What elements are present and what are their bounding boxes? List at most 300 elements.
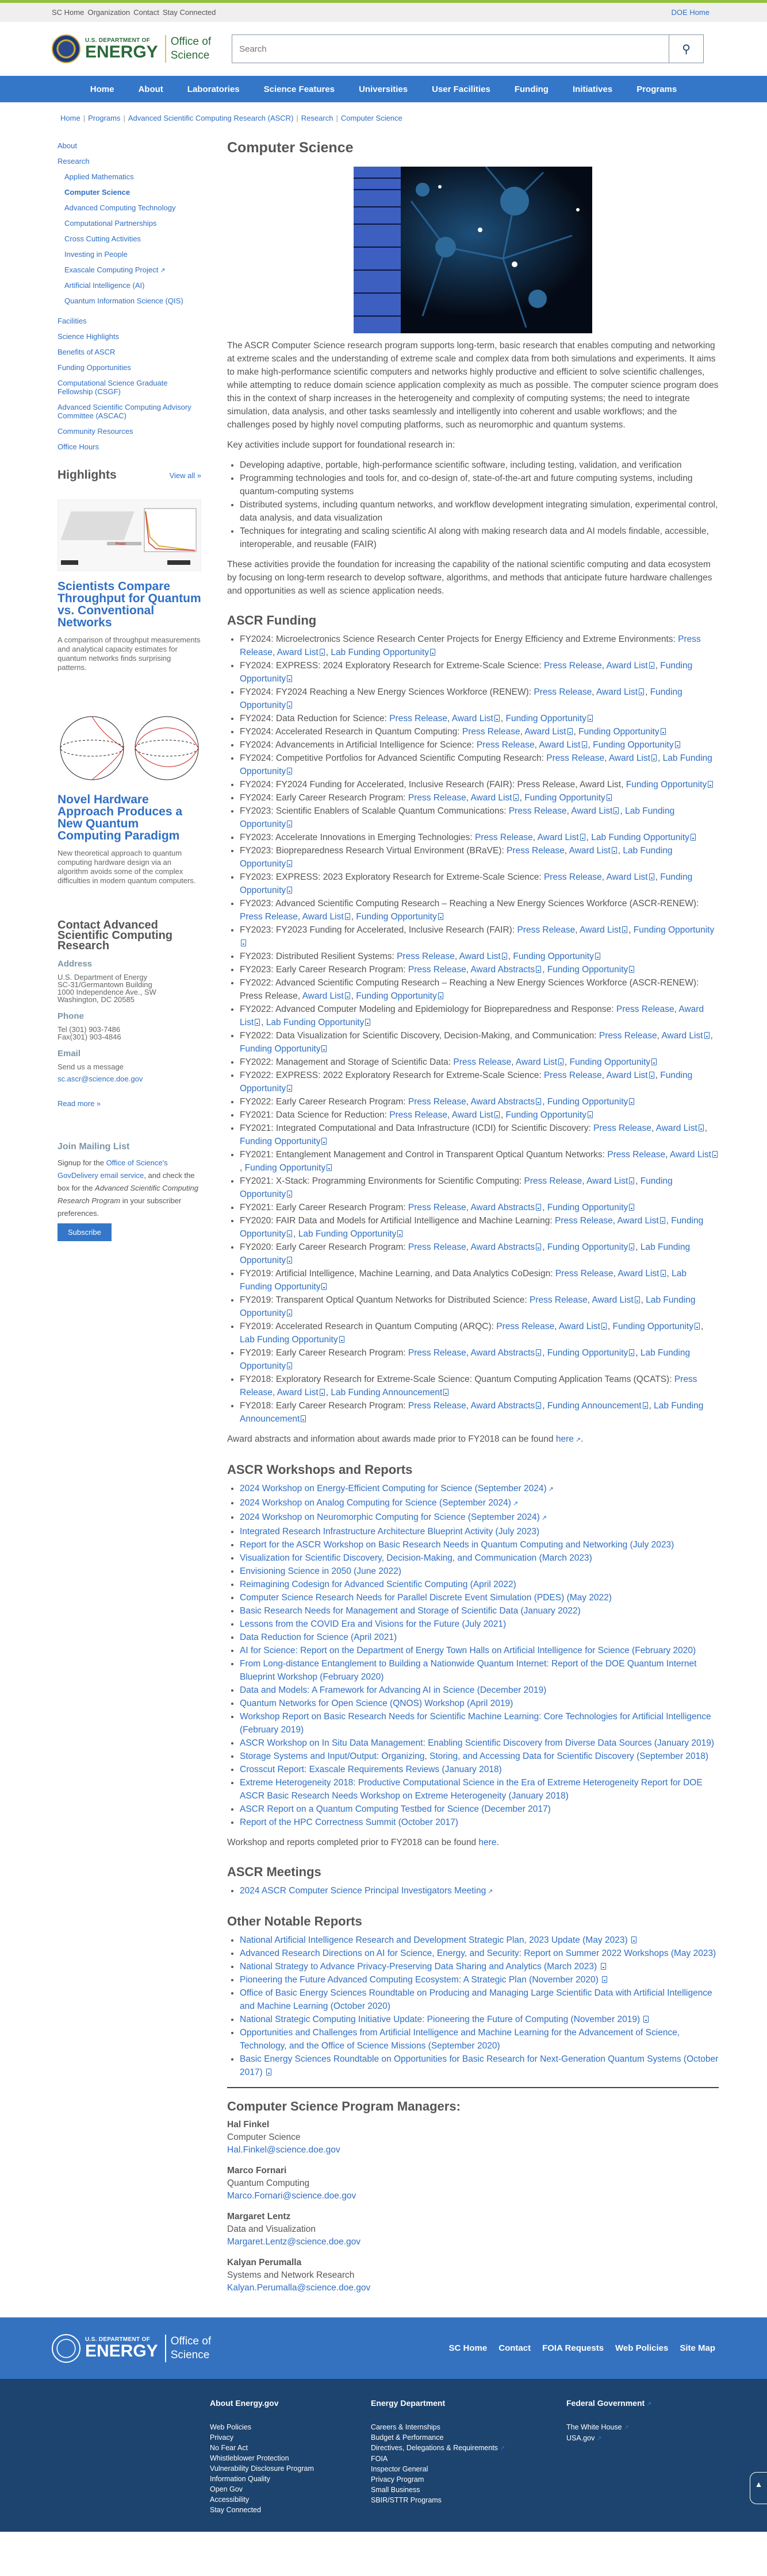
funding-link-press-release[interactable]: Press Release: [546, 753, 605, 763]
report-item-link[interactable]: Basic Energy Sciences Roundtable on Opportunities for Basic Research for Next-Generation Quantum Systems (October 2017): [240, 2054, 719, 2077]
footer-link[interactable]: The White House ↗: [566, 2423, 629, 2431]
funding-link-funding-opportunity[interactable]: Funding Opportunity: [524, 793, 605, 803]
workshop-item: [240, 1684, 719, 1697]
funding-link-press-release[interactable]: Press Release: [475, 833, 533, 842]
funding-link-press-release[interactable]: Press Release: [508, 806, 567, 816]
funding-link-funding-opportunity[interactable]: Funding Opportunity: [505, 714, 586, 723]
funding-link-funding-opportunity[interactable]: Funding Opportunity: [612, 1322, 693, 1331]
manager-email[interactable]: Marco.Fornari@science.doe.gov: [227, 2191, 356, 2201]
funding-link-award-list[interactable]: Award List: [606, 1071, 648, 1080]
funding-link-press-release[interactable]: Press Release: [517, 925, 576, 935]
sidebar-item[interactable]: Office Hours: [57, 442, 99, 451]
workshop-item-link[interactable]: AI for Science: Report on the Department of Energy Town Halls on Artificial Intelligence for Science (February 2020): [240, 1646, 696, 1655]
pdf-icon: [651, 754, 657, 761]
funding-link-award-list[interactable]: Award List: [277, 648, 319, 657]
funding-link-press-release[interactable]: Press Release: [408, 1242, 466, 1252]
utility-link[interactable]: SC Home: [52, 8, 85, 17]
funding-link-funding-opportunity[interactable]: Funding Opportunity: [505, 1110, 586, 1120]
workshop-item-link[interactable]: Data and Models: A Framework for Advancing AI in Science (December 2019): [240, 1685, 547, 1695]
funding-link-funding-opportunity[interactable]: Funding Opportunity: [569, 1057, 651, 1067]
funding-note-text: Award abstracts and information about awards made prior to FY2018 can be found: [227, 1434, 556, 1444]
workshop-item-link[interactable]: Report for the ASCR Workshop on Basic Research Needs in Quantum Computing and Networking (July 2023): [240, 1540, 674, 1550]
funding-link-funding-opportunity[interactable]: Funding Opportunity: [240, 872, 693, 895]
funding-link-award-list[interactable]: Award List: [558, 1322, 600, 1331]
pdf-icon: [607, 794, 612, 801]
subscribe-button[interactable]: Subscribe: [57, 1223, 112, 1241]
workshop-item: [240, 1551, 719, 1565]
workshop-item-link[interactable]: Workshop Report on Basic Research Needs for Scientific Machine Learning: Core Technologies for Artificial Intelligence (February 2019): [240, 1712, 711, 1735]
funding-link-lab-funding-opportunity[interactable]: Lab Funding Opportunity: [240, 846, 673, 869]
funding-link-funding-opportunity[interactable]: Funding Opportunity: [626, 780, 707, 790]
footer-link[interactable]: Stay Connected: [210, 2506, 261, 2514]
funding-item: • FY2023: Scientific Enablers of Scalable Quantum Communications: Press Release, Award List , Lab Funding Opportunity: [240, 804, 719, 831]
workshop-item-link[interactable]: ASCR Workshop on In Situ Data Management: Enabling Scientific Discovery from Diverse Data Sources (January 2019): [240, 1738, 715, 1748]
funding-link-funding-opportunity[interactable]: Funding Opportunity: [547, 1242, 628, 1252]
funding-link-award-list[interactable]: Award List: [655, 1123, 697, 1133]
breadcrumb-item[interactable]: Programs: [88, 114, 121, 122]
workshop-item-link[interactable]: Basic Research Needs for Management and Storage of Scientific Data (January 2022): [240, 1606, 581, 1616]
external-link-icon: ↗: [646, 2401, 652, 2408]
footer-link[interactable]: Directives, Delegations & Requirements ↗: [371, 2444, 505, 2452]
highlight-title[interactable]: Scientists Compare Throughput for Quantum vs. Conventional Networks: [57, 580, 201, 629]
footer-link[interactable]: Open Gov: [210, 2485, 243, 2493]
funding-title: FY2024: FY2024 Funding for Accelerated, Inclusive Research (FAIR):: [240, 780, 517, 790]
funding-link-award-list[interactable]: Award List: [302, 991, 344, 1001]
funding-link-award-abstracts[interactable]: Award Abstracts: [470, 1348, 535, 1358]
doe-home-link[interactable]: DOE Home: [671, 8, 710, 17]
funding-link-lab-funding-opportunity[interactable]: Lab Funding Opportunity: [240, 753, 712, 776]
funding-link-funding-opportunity[interactable]: Funding Opportunity: [593, 740, 674, 750]
report-item-link[interactable]: Office of Basic Energy Sciences Roundtable on Producing and Managing Large Scientific Data with Artificial Intelligence and Machine Learning (October 2020): [240, 1988, 712, 2011]
funding-link-lab-funding-opportunity[interactable]: Lab Funding Opportunity: [298, 1229, 397, 1239]
utility-link[interactable]: Stay Connected: [162, 8, 216, 17]
funding-link-award-list[interactable]: Award List: [592, 1295, 634, 1305]
funding-link-press-release[interactable]: Press Release: [554, 1216, 613, 1226]
nav-item-home[interactable]: Home: [90, 84, 114, 94]
workshop-item: [240, 1604, 719, 1618]
search-box: [232, 34, 704, 63]
workshop-item-link[interactable]: 2024 Workshop on Neuromorphic Computing for Science (September 2024): [240, 1512, 540, 1522]
workshop-item-link[interactable]: From Long-distance Entanglement to Building a Nationwide Quantum Internet: Report of the DOE Quantum Internet Blueprint Workshop (February 2020): [240, 1659, 697, 1682]
footer-link[interactable]: USA.gov ↗: [566, 2434, 602, 2442]
funding-link-funding-opportunity[interactable]: Funding Opportunity: [240, 687, 682, 710]
breadcrumb-item[interactable]: Research: [301, 114, 333, 122]
footer-link[interactable]: Vulnerability Disclosure Program: [210, 2465, 314, 2473]
footer-link[interactable]: FOIA: [371, 2455, 388, 2463]
manager-email[interactable]: Kalyan.Perumalla@science.doe.gov: [227, 2283, 371, 2293]
funding-archive-link[interactable]: here: [555, 1434, 574, 1444]
search-input[interactable]: [232, 35, 669, 63]
pdf-icon: [582, 741, 587, 748]
funding-link-lab-funding-announcement[interactable]: Lab Funding Announcement: [331, 1388, 443, 1397]
funding-link-press-release[interactable]: Press Release: [462, 727, 520, 737]
funding-link-award-list[interactable]: Award List: [451, 714, 493, 723]
workshop-item-link[interactable]: Envisioning Science in 2050 (June 2022): [240, 1566, 401, 1576]
funding-link-funding-opportunity[interactable]: Funding Opportunity: [240, 1216, 704, 1239]
pdf-icon: [536, 1243, 541, 1250]
funding-link-press-release[interactable]: Press Release: [555, 1269, 613, 1279]
footer-link[interactable]: Information Quality: [210, 2475, 270, 2483]
report-item-link[interactable]: National Artificial Intelligence Research and Development Strategic Plan, 2023 Update (May 2023): [240, 1935, 628, 1945]
workshop-item-link[interactable]: Lessons from the COVID Era and Visions for the Future (July 2021): [240, 1619, 507, 1629]
funding-item: • FY2019: Transparent Optical Quantum Networks for Distributed Science: Press Release, Award List , Lab Funding Opportunity: [240, 1293, 719, 1320]
funding-item: • FY2021: Data Science for Reduction: Press Release, Award List , Funding Opportunity: [240, 1108, 719, 1122]
workshop-item-link[interactable]: 2024 Workshop on Analog Computing for Science (September 2024): [240, 1498, 511, 1508]
funding-item: • FY2021: Integrated Computational and Data Infrastructure (ICDI) for Scientific Discovery: Press Release, Award List , Funding Opportunity: [240, 1122, 719, 1148]
pdf-icon: [629, 1098, 634, 1105]
breadcrumb-item[interactable]: Computer Science: [340, 114, 402, 122]
utility-link[interactable]: Contact: [133, 8, 159, 17]
funding-link-lab-funding-opportunity[interactable]: Lab Funding Opportunity: [266, 1018, 365, 1027]
mailing-program-name: Advanced Scientific Computing Research Program: [57, 1184, 198, 1205]
back-to-top-button[interactable]: ▲: [750, 2472, 767, 2504]
sidebar-item[interactable]: Research: [57, 157, 90, 165]
funding-item: • FY2023: Accelerate Innovations in Emerging Technologies: Press Release, Award List , Lab Funding Opportunity: [240, 831, 719, 844]
funding-link-award-list[interactable]: Award List: [586, 1176, 628, 1186]
funding-link-press-release[interactable]: Press Release: [389, 714, 447, 723]
funding-link-award-abstracts[interactable]: Award Abstracts: [470, 1242, 535, 1252]
funding-link-funding-opportunity[interactable]: Funding Opportunity: [547, 1097, 628, 1107]
funding-link-funding-opportunity[interactable]: Funding Opportunity: [633, 925, 715, 935]
breadcrumb-item[interactable]: Advanced Scientific Computing Research (ASCR): [128, 114, 294, 122]
footer-column-title[interactable]: Federal Government ↗: [566, 2398, 652, 2408]
funding-link-funding-opportunity[interactable]: Funding Opportunity: [240, 1137, 321, 1146]
workshop-item-link[interactable]: Visualization for Scientific Discovery, Decision-Making, and Communication (March 2023): [240, 1553, 592, 1563]
funding-item: • FY2023: Advanced Scientific Computing Research – Reaching a New Energy Sciences Workforce (ASCR-RENEW): Press Release, Award List , Funding Opportunity: [240, 897, 719, 923]
funding-link-award-list[interactable]: Award List: [451, 1110, 493, 1120]
pdf-icon: [629, 1243, 634, 1250]
sidebar-item[interactable]: Computer Science: [64, 188, 131, 197]
sidebar-item[interactable]: Quantum Information Science (QIS): [64, 297, 183, 305]
pdf-icon: [345, 913, 350, 920]
funding-item: • FY2021: X-Stack: Programming Environments for Scientific Computing: Press Release, Award List , Funding Opportunity: [240, 1175, 719, 1201]
funding-link-funding-opportunity[interactable]: Funding Opportunity: [244, 1163, 326, 1173]
sidebar-item[interactable]: Community Resources: [57, 427, 133, 436]
funding-link-press-release[interactable]: Press Release: [408, 1097, 466, 1107]
footer-link[interactable]: No Fear Act: [210, 2444, 248, 2452]
funding-link-press-release[interactable]: Press Release: [408, 1203, 466, 1212]
funding-link-press-release[interactable]: Press Release: [453, 1057, 512, 1067]
funding-link-lab-funding-opportunity[interactable]: Lab Funding Opportunity: [240, 1269, 687, 1292]
sidebar-item[interactable]: Exascale Computing Project ↗: [64, 265, 166, 274]
footer-link[interactable]: Careers & Internships: [371, 2423, 440, 2431]
funding-link-press-release[interactable]: Press Release: [529, 1295, 588, 1305]
funding-link-press-release[interactable]: Press Release: [507, 846, 565, 856]
funding-title: FY2022: Data Visualization for Scientific Discovery, Decision-Making, and Communication:: [240, 1031, 599, 1041]
sidebar-item[interactable]: Artificial Intelligence (AI): [64, 281, 145, 290]
funding-item: • FY2020: Early Career Research Program: Press Release, Award Abstracts , Funding Opportunity , Lab Funding Opportunity: [240, 1241, 719, 1267]
footer-link[interactable]: Privacy Program: [371, 2475, 424, 2483]
nav-item-funding[interactable]: Funding: [514, 84, 549, 94]
funding-link-award-abstracts[interactable]: Award Abstracts: [470, 1097, 535, 1107]
footer-link[interactable]: Inspector General: [371, 2465, 428, 2473]
report-item-link[interactable]: National Strategy to Advance Privacy-Preserving Data Sharing and Analytics (March 2023): [240, 1962, 597, 1972]
report-item-link[interactable]: Advanced Research Directions on AI for Science, Energy, and Security: Report on Summer 2022 Workshops (May 2023): [240, 1949, 716, 1958]
footer-link[interactable]: SC Home: [448, 2343, 488, 2353]
workshop-item-link[interactable]: ASCR Report on a Quantum Computing Testbed for Science (December 2017): [240, 1804, 551, 1814]
manager-name: Kalyan Perumalla: [227, 2258, 302, 2267]
funding-link-funding-opportunity[interactable]: Funding Opportunity: [356, 912, 437, 922]
funding-link-lab-funding-opportunity[interactable]: Lab Funding Opportunity: [240, 1335, 338, 1345]
sidebar-item[interactable]: Computational Science Graduate Fellowship (CSGF): [57, 379, 168, 396]
workshop-item: [240, 1565, 719, 1578]
funding-link-award-list[interactable]: Award List: [571, 806, 613, 816]
highlight-card[interactable]: [57, 707, 201, 885]
workshops-archive-link[interactable]: here: [478, 1838, 497, 1847]
funding-link-press-release[interactable]: Press Release: [389, 1110, 447, 1120]
funding-link-funding-announcement[interactable]: Funding Announcement: [547, 1401, 642, 1411]
email-link[interactable]: sc.ascr@science.doe.gov: [57, 1075, 143, 1083]
workshops-heading: ASCR Workshops and Reports: [227, 1462, 413, 1477]
workshop-item-link[interactable]: Report of the HPC Correctness Summit (October 2017): [240, 1818, 458, 1827]
funding-link-award-list[interactable]: Award List: [669, 1150, 711, 1160]
funding-link-funding-opportunity[interactable]: Funding Opportunity: [547, 965, 628, 975]
workshop-item-link[interactable]: Data Reduction for Science (April 2021): [240, 1632, 397, 1642]
funding-item: • FY2023: Early Career Research Program: Press Release, Award Abstracts , Funding Opportunity: [240, 963, 719, 976]
footer-link[interactable]: Web Policies: [210, 2423, 252, 2431]
manager-name: Marco Fornari: [227, 2166, 287, 2175]
funding-link-award-list[interactable]: Award List: [580, 925, 622, 935]
office-of-science-logo[interactable]: [52, 34, 211, 63]
report-item-link[interactable]: National Strategic Computing Initiative Update: Pioneering the Future of Computing (November 2019): [240, 2015, 641, 2024]
report-item-link[interactable]: Pioneering the Future Advanced Computing Ecosystem: A Strategic Plan (November 2020): [240, 1975, 599, 1985]
footer-links: [449, 2343, 715, 2353]
funding-link-award-list[interactable]: Award List: [596, 687, 638, 697]
funding-link-funding-opportunity[interactable]: Funding Opportunity: [547, 1348, 628, 1358]
funding-link-press-release[interactable]: Press Release: [240, 1374, 697, 1397]
funding-item: • FY2024: Data Reduction for Science: Press Release, Award List , Funding Opportunity: [240, 712, 719, 725]
funding-link-funding-opportunity[interactable]: Funding Opportunity: [513, 952, 594, 961]
meeting-item-link[interactable]: 2024 ASCR Computer Science Principal Investigators Meeting: [240, 1886, 486, 1896]
funding-link-press-release[interactable]: Press Release: [607, 1150, 666, 1160]
funding-link-press-release[interactable]: Press Release: [476, 740, 535, 750]
funding-link-award-list[interactable]: Award List: [606, 661, 648, 671]
pdf-icon: [695, 1323, 700, 1330]
nav-item-initiatives[interactable]: Initiatives: [572, 84, 613, 94]
highlight-card[interactable]: [57, 482, 201, 672]
footer-link[interactable]: Small Business: [371, 2486, 420, 2494]
funding-link-press-release[interactable]: Press Release: [543, 872, 602, 882]
funding-link-lab-funding-opportunity[interactable]: Lab Funding Opportunity: [591, 833, 689, 842]
funding-link-lab-funding-announcement[interactable]: Lab Funding Announcement: [240, 1401, 704, 1424]
funding-link-award-list[interactable]: Award List: [524, 727, 566, 737]
funding-link-press-release[interactable]: Press Release: [593, 1123, 651, 1133]
contact-block: [57, 920, 201, 1107]
footer-column-title: About Energy.gov: [210, 2398, 279, 2408]
pdf-icon: [365, 1019, 370, 1026]
footer-link[interactable]: Budget & Performance: [371, 2433, 444, 2442]
funding-link-award-list[interactable]: Award List: [459, 952, 501, 961]
sidebar-item[interactable]: Computational Partnerships: [64, 219, 157, 228]
sidebar-item[interactable]: Advanced Computing Technology: [64, 203, 176, 212]
sidebar-item[interactable]: Advanced Scientific Computing Advisory Committee (ASCAC): [57, 403, 191, 420]
view-all-link[interactable]: View all »: [169, 471, 201, 480]
pdf-icon: [287, 768, 292, 775]
workshop-item-link[interactable]: 2024 Workshop on Energy-Efficient Computing for Science (September 2024): [240, 1484, 547, 1493]
funding-link-press-release[interactable]: Press Release: [408, 965, 466, 975]
breadcrumb-item[interactable]: Home: [60, 114, 80, 122]
funding-plain-text: Award List: [580, 780, 622, 790]
workshop-item-link[interactable]: Extreme Heterogeneity 2018: Productive Computational Science in the Era of Extreme Heterogeneity Report for DOE ASCR Basic Research Needs Workshop on Extreme Heterogeneity (January 2018): [240, 1778, 703, 1801]
address-label: Address: [57, 959, 93, 969]
footer-link[interactable]: Accessibility: [210, 2496, 250, 2504]
funding-title: FY2021: Data Science for Reduction:: [240, 1110, 390, 1120]
funding-title: FY2024: Competitive Portfolios for Advanced Scientific Computing Research:: [240, 753, 547, 763]
funding-link-award-list[interactable]: Award List: [608, 753, 650, 763]
footer-link[interactable]: SBIR/STTR Programs: [371, 2496, 442, 2504]
footer-link[interactable]: Web Policies: [615, 2343, 669, 2353]
funding-link-press-release[interactable]: Press Release: [524, 1176, 582, 1186]
sidebar-item[interactable]: Science Highlights: [57, 332, 119, 341]
workshop-item-link[interactable]: Reimagining Codesign for Advanced Scientific Computing (April 2022): [240, 1580, 516, 1589]
funding-title: FY2024: Microelectronics Science Research Center Projects for Energy Efficiency and Extreme Environments:: [240, 634, 678, 644]
funding-title: FY2021: Early Career Research Program:: [240, 1203, 408, 1212]
sidebar-item[interactable]: Benefits of ASCR: [57, 348, 116, 356]
sidebar-item[interactable]: Funding Opportunities: [57, 363, 131, 372]
funding-link-award-abstracts[interactable]: Award Abstracts: [470, 965, 535, 975]
funding-link-award-abstracts[interactable]: Award Abstracts: [470, 1203, 535, 1212]
mailing-list: [57, 1142, 201, 1241]
read-more-link[interactable]: Read more »: [57, 1099, 101, 1108]
funding-link-award-list[interactable]: Award List: [661, 1031, 703, 1041]
funding-item: • FY2024: FY2024 Funding for Accelerated, Inclusive Research (FAIR): Press Release, Award List, Funding Opportunity: [240, 778, 719, 791]
email-label: Email: [57, 1049, 81, 1058]
funding-link-funding-opportunity[interactable]: Funding Opportunity: [240, 1044, 321, 1054]
highlight-description: A comparison of throughput measurements and analytical capacity estimates for quantum networks finds surprising patterns.: [57, 636, 201, 672]
sidebar-item[interactable]: Facilities: [57, 317, 87, 325]
funding-title: FY2019: Transparent Optical Quantum Networks for Distributed Science:: [240, 1295, 530, 1305]
nav-item-science-features[interactable]: Science Features: [263, 84, 335, 94]
funding-link-press-release[interactable]: Press Release: [543, 661, 602, 671]
funding-link-lab-funding-opportunity[interactable]: Lab Funding Opportunity: [331, 648, 429, 657]
address-line: Washington, DC 20585: [57, 995, 135, 1004]
footer-logo[interactable]: [52, 2334, 211, 2363]
funding-link-funding-opportunity[interactable]: Funding Opportunity: [356, 991, 437, 1001]
funding-link-funding-opportunity[interactable]: Funding Opportunity: [240, 1176, 673, 1199]
workshop-item-link[interactable]: Crosscut Report: Exascale Requirements Reviews (January 2018): [240, 1765, 502, 1774]
logo-top-text: U.S. DEPARTMENT OF: [85, 37, 150, 44]
funding-link-funding-opportunity[interactable]: Funding Opportunity: [240, 1071, 693, 1093]
funding-link-award-list[interactable]: Award List: [537, 833, 579, 842]
manager-email[interactable]: Hal.Finkel@science.doe.gov: [227, 2145, 340, 2155]
funding-link-award-list[interactable]: Award List: [618, 1269, 659, 1279]
workshop-item: [240, 1631, 719, 1644]
search-button[interactable]: [669, 35, 703, 63]
report-item-link[interactable]: Opportunities and Challenges from Artificial Intelligence and Machine Learning for the Advancement of Science, Technology, and the Office of Science Missions (September 2020): [240, 2028, 680, 2051]
pdf-icon: [494, 715, 500, 722]
funding-link-lab-funding-opportunity[interactable]: Lab Funding Opportunity: [240, 1295, 696, 1318]
footer-link[interactable]: Whistleblower Protection: [210, 2454, 289, 2462]
workshop-item-link[interactable]: Storage Systems and Input/Output: Organizing, Storing, and Accessing Data for Scientific Discovery (September 2018): [240, 1751, 709, 1761]
workshop-item-link[interactable]: Quantum Networks for Open Science (QNOS) Workshop (April 2019): [240, 1699, 513, 1708]
nav-item-programs[interactable]: Programs: [636, 84, 677, 94]
managers-list: [227, 2119, 719, 2294]
funding-item: • FY2022: EXPRESS: 2022 Exploratory Research for Extreme-Scale Science: Press Release, Award List , Funding Opportunity: [240, 1069, 719, 1095]
funding-link-press-release[interactable]: Press Release: [240, 634, 701, 657]
funding-link-lab-funding-opportunity[interactable]: Lab Funding Opportunity: [240, 1242, 691, 1265]
funding-link-award-list[interactable]: Award List: [539, 740, 581, 750]
footer-link[interactable]: Contact: [498, 2343, 531, 2353]
funding-link-award-list[interactable]: Award List: [606, 872, 648, 882]
pdf-icon: [649, 1072, 654, 1079]
footer-link[interactable]: FOIA Requests: [542, 2343, 604, 2353]
funding-link-press-release[interactable]: Press Release: [397, 952, 455, 961]
funding-link-award-list[interactable]: Award List: [470, 793, 512, 803]
funding-link-funding-opportunity[interactable]: Funding Opportunity: [578, 727, 659, 737]
nav-item-universities[interactable]: Universities: [359, 84, 408, 94]
sidebar-item[interactable]: Cross Cutting Activities: [64, 234, 141, 243]
footer-link[interactable]: Privacy: [210, 2433, 233, 2442]
nav-item-user-facilities[interactable]: User Facilities: [432, 84, 490, 94]
funding-title: FY2023: Accelerate Innovations in Emerging Technologies:: [240, 833, 475, 842]
utility-link[interactable]: Organization: [87, 8, 131, 17]
funding-plain-text: Press Release: [240, 991, 298, 1001]
nav-item-laboratories[interactable]: Laboratories: [187, 84, 240, 94]
pdf-icon: [536, 1349, 541, 1356]
external-link-icon: ↗: [512, 1500, 519, 1507]
sidebar-item[interactable]: Applied Mathematics: [64, 172, 134, 181]
pdf-icon: [266, 2069, 271, 2076]
funding-link-press-release[interactable]: Press Release: [240, 912, 298, 922]
breadcrumb-separator: |: [123, 114, 125, 122]
funding-link-lab-funding-opportunity[interactable]: Lab Funding Opportunity: [240, 806, 675, 829]
highlight-description: New theoretical approach to quantum computing hardware design via an algorithm avoids some of the complex difficulties in modern quantum computers.: [57, 849, 196, 885]
funding-item: • FY2018: Early Career Research Program: Press Release, Award Abstracts , Funding Announcement , Lab Funding Announcement: [240, 1399, 719, 1426]
funding-link-press-release[interactable]: Press Release: [408, 793, 466, 803]
funding-link-award-abstracts[interactable]: Award Abstracts: [470, 1401, 535, 1411]
funding-link-award-list[interactable]: Award List: [569, 846, 611, 856]
govdelivery-link[interactable]: Office of Science's GovDelivery email service: [57, 1158, 168, 1180]
sidebar-item[interactable]: About: [57, 141, 77, 150]
report-item: [240, 1934, 719, 1947]
funding-link-press-release[interactable]: Press Release: [408, 1348, 466, 1358]
funding-link-award-list[interactable]: Award List: [515, 1057, 558, 1067]
funding-link-award-list[interactable]: Award List: [302, 912, 344, 922]
manager-email[interactable]: Margaret.Lentz@science.doe.gov: [227, 2237, 361, 2247]
pdf-icon: [287, 1362, 292, 1369]
funding-link-press-release[interactable]: Press Release: [534, 687, 592, 697]
highlight-title[interactable]: Novel Hardware Approach Produces a New Quantum Computing Paradigm: [57, 793, 183, 842]
funding-link-funding-opportunity[interactable]: Funding Opportunity: [547, 1203, 628, 1212]
funding-item: • FY2022: Advanced Scientific Computing Research – Reaching a New Energy Sciences Workforce (ASCR-RENEW): Press Release, Award List , Funding Opportunity: [240, 976, 719, 1003]
funding-item: • FY2023: EXPRESS: 2023 Exploratory Research for Extreme-Scale Science: Press Release, Award List , Funding Opportunity: [240, 871, 719, 897]
funding-link-award-list[interactable]: Award List: [277, 1388, 319, 1397]
pdf-icon: [704, 1032, 710, 1039]
logo-science-text: Science: [170, 49, 210, 61]
workshop-item-link[interactable]: Computer Science Research Needs for Parallel Discrete Event Simulation (PDES) (May 2022): [240, 1593, 612, 1603]
funding-link-press-release[interactable]: Press Release: [496, 1322, 555, 1331]
pdf-icon: [287, 1257, 292, 1264]
funding-link-press-release[interactable]: Press Release: [543, 1071, 602, 1080]
funding-link-award-list[interactable]: Award List: [240, 1004, 704, 1027]
key-activity-item: • Distributed systems, including quantum networks, and workflow development integrating simulation, experimental control, data analysis, and data visualization: [240, 498, 719, 525]
funding-item: • FY2024: Accelerated Research in Quantum Computing: Press Release, Award List , Funding Opportunity: [240, 725, 719, 738]
funding-link-funding-opportunity[interactable]: Funding Opportunity: [240, 661, 693, 684]
nav-item-about[interactable]: About: [138, 84, 163, 94]
sidebar-item[interactable]: Investing in People: [64, 250, 128, 259]
funding-link-press-release[interactable]: Press Release: [599, 1031, 657, 1041]
funding-link-press-release[interactable]: Press Release: [408, 1401, 466, 1411]
funding-link-lab-funding-opportunity[interactable]: Lab Funding Opportunity: [240, 1348, 691, 1371]
footer-link[interactable]: Site Map: [680, 2343, 715, 2353]
funding-link-press-release[interactable]: Press Release: [616, 1004, 674, 1014]
funding-link-award-list[interactable]: Award List: [617, 1216, 659, 1226]
workshop-item-link[interactable]: Integrated Research Infrastructure Architecture Blueprint Activity (July 2023): [240, 1527, 540, 1537]
funding-title: FY2018: Exploratory Research for Extreme-Scale Science: Quantum Computing Application Teams (QCATS):: [240, 1374, 674, 1384]
workshop-item: [240, 1657, 719, 1684]
funding-item: • FY2023: Biopreparedness Research Virtual Environment (BRaVE): Press Release, Award List , Lab Funding Opportunity: [240, 844, 719, 871]
funding-list: [240, 633, 719, 1426]
